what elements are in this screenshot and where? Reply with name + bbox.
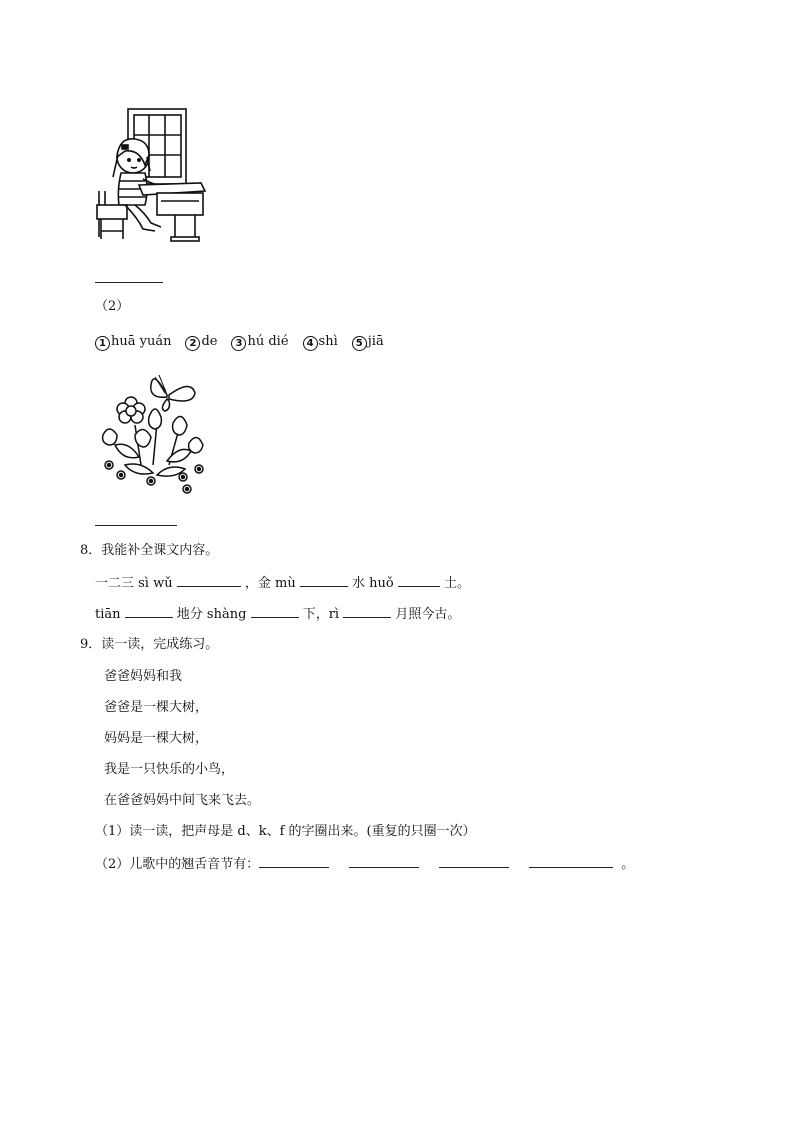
pinyin-options-row [95,333,398,351]
option-2: 2 de [185,334,217,349]
option-5: 5 jiā [352,334,384,349]
blank-retroflex-2[interactable] [349,855,419,868]
answer-blank-1[interactable] [95,270,163,283]
question-9-title: 9．读一读，完成练习。 [80,637,219,652]
blank-huo[interactable] [398,574,440,587]
blank-tian[interactable] [125,605,173,618]
question-9-sub-1: （1）读一读，把声母是 d、k、f 的字圈出来。(重复的只圈一次） [95,824,476,839]
blank-retroflex-4[interactable] [529,855,613,868]
blank-ri[interactable] [343,605,391,618]
option-1: 1 huā yuán [95,334,171,349]
girl-writing-illustration [95,105,215,245]
circled-number: 4 [303,336,318,351]
sub-question-label-2: （2） [95,299,130,314]
circled-number: 1 [95,336,110,351]
poem-line-2: 妈妈是一棵大树， [104,731,209,746]
blank-shang[interactable] [251,605,299,618]
question-8-line-1: 一二三 sì wǔ ，金 mù 水 huǒ 土。 [95,576,471,591]
option-3: 3 hú dié [231,334,288,349]
blank-retroflex-1[interactable] [259,855,329,868]
question-9-sub-2: （2）儿歌中的翘舌音节有： 。 [95,857,635,872]
blank-retroflex-3[interactable] [439,855,509,868]
blank-si-wu[interactable] [177,574,241,587]
circled-number: 3 [231,336,246,351]
blank-mu[interactable] [300,574,348,587]
poem-line-4: 在爸爸妈妈中间飞来飞去。 [104,793,261,808]
answer-blank-2[interactable] [95,513,177,526]
flowers-butterfly-illustration [95,365,215,495]
question-8-line-2: tiān 地分 shàng 下，rì 月照今古。 [95,607,461,622]
question-8-title: 8．我能补全课文内容。 [80,543,219,558]
option-4: 4 shì [303,334,338,349]
poem-line-3: 我是一只快乐的小鸟， [104,762,235,777]
circled-number: 2 [185,336,200,351]
poem-line-1: 爸爸是一棵大树， [104,700,209,715]
circled-number: 5 [352,336,367,351]
poem-line-title: 爸爸妈妈和我 [104,669,183,684]
